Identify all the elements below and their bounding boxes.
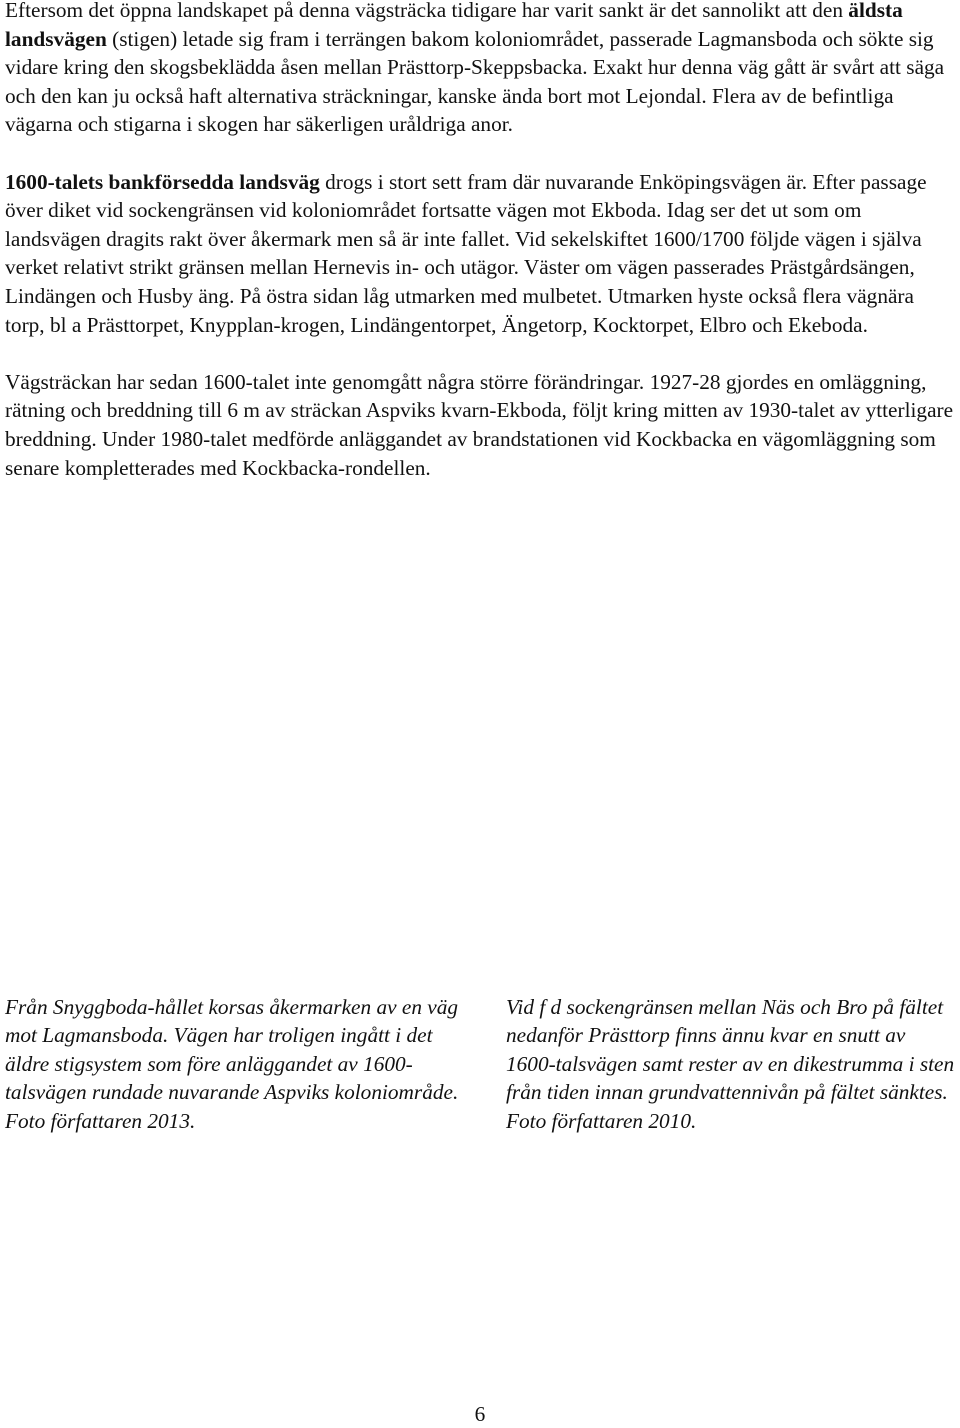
paragraph-run: drogs i stort sett fram där nuvarande Enköpingsvägen är. Efter passage över diket vid sockengränsen vid koloniområdet fortsatte vägen mot Ekboda. Idag ser det ut som om landsvägen dragits rakt över åkermark men så är inte fallet. Vid sekelskiftet 1600/1700 följde vägen i själva verket relativt strikt gränsen mellan Hernevis in- och utägor. Väster om vägen passerades Prästgårdsängen, Lindängen och Husby äng. På östra sidan låg utmarken med mulbetet. Utmarken hyste också flera vägnära torp, bl a Prästtorpet, Knypplan-krogen, Lindängentorpet, Ängetorp, Kocktorpet, Elbro och Ekeboda. <box>5 169 927 337</box>
body-text <box>5 0 957 511</box>
paragraph-run: Eftersom det öppna landskapet på denna vägsträcka tidigare har varit sankt är det sannolikt att den <box>5 0 849 22</box>
photo-caption-right: Vid f d sockengränsen mellan Näs och Bro på fältet nedanför Prästtorp finns ännu kvar en snutt av 1600-talsvägen samt rester av en dikestrumma i sten från tiden innan grundvattennivån på fältet sänktes. Foto författaren 2010. <box>506 995 955 1133</box>
paragraph-road-changes <box>5 368 957 482</box>
paragraph-run-bold: äldsta landsvägen <box>5 0 903 51</box>
paragraph-run: Vägsträckan har sedan 1600-talet inte genomgått några större förändringar. 1927-28 gjordes en omläggning, rätning och breddning till 6 m av sträckan Aspviks kvarn-Ekboda, följt kring mitten av 1930-talet av ytterligare breddning. Under 1980-talet medförde anläggandet av brandstationen vid Kockbacka en vägomläggning som senare kompletterades med Kockbacka-rondellen. <box>5 369 954 480</box>
paragraph-run-bold: 1600-talets bankförsedda landsväg <box>5 169 320 194</box>
photo-caption-left: Från Snyggboda-hållet korsas åkermarken av en väg mot Lagmansboda. Vägen har troligen ingått i det äldre stigsystem som före anläggandet av 1600-talsvägen rundade nuvarande Aspviks koloniområde. Foto författaren 2013. <box>5 995 459 1133</box>
page-number: 6 <box>474 1402 486 1426</box>
paragraph-oldest-road <box>5 0 957 139</box>
paragraph-1600s-road <box>5 168 957 340</box>
paragraph-run: (stigen) letade sig fram i terrängen bakom koloniområdet, passerade Lagmansboda och sökte sig vidare kring den skogsbeklädda åsen mellan Prästtorp-Skeppsbacka. Exakt hur denna väg gått är svårt att säga och den kan ju också haft alternativa sträckningar, kanske ända bort mot Lejondal. Flera av de befintliga vägarna och stigarna i skogen har säkerligen uråldriga anor. <box>5 26 945 137</box>
